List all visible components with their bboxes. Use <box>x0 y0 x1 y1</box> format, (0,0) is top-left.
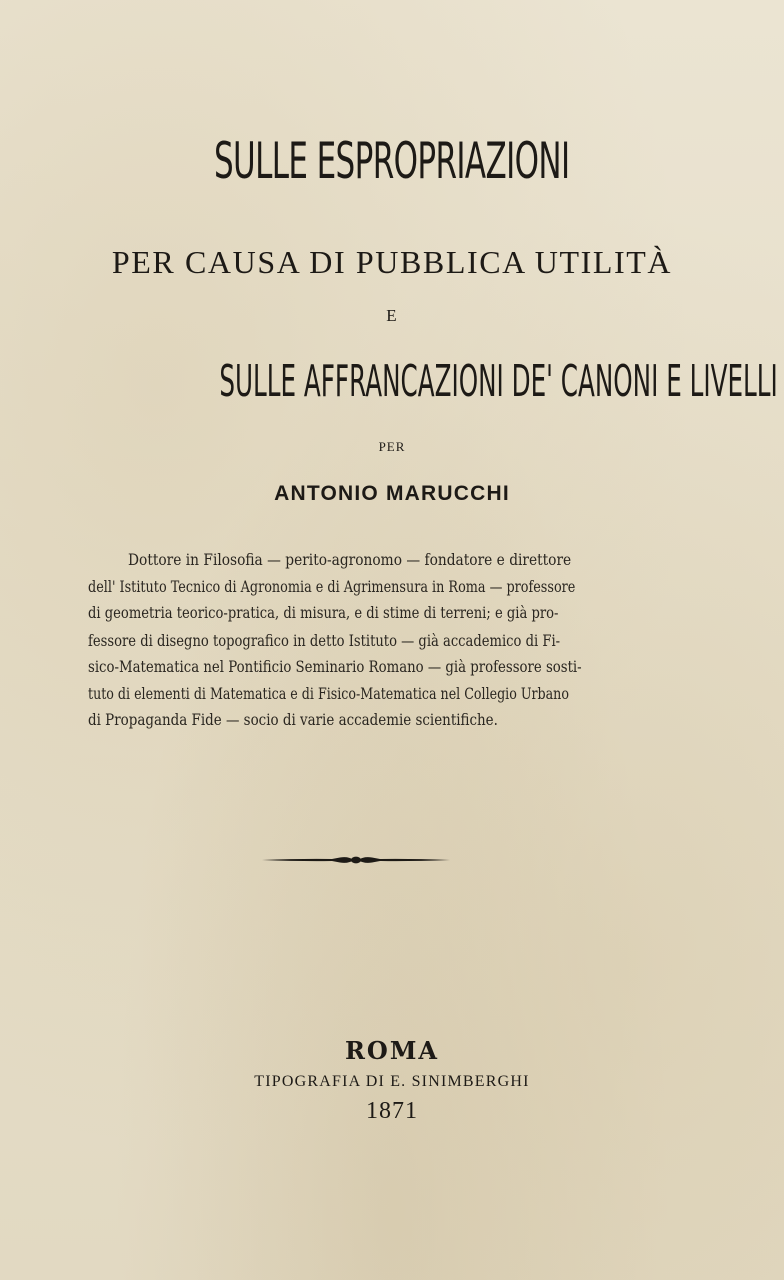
description-line: di Propaganda Fide — socio di varie accademie scientifiche. <box>88 710 498 729</box>
author-name: ANTONIO MARUCCHI <box>274 482 510 505</box>
main-title-text: SULLE ESPROPRIAZIONI <box>214 132 570 190</box>
description-line: tuto di elementi di Matematica e di Fisico-Matematica nel Collegio Urbano <box>88 684 569 703</box>
year: 1871 <box>366 1098 418 1124</box>
subtitle: PER CAUSA DI PUBBLICA UTILITÀ <box>111 244 673 280</box>
description-line: di geometria teorico-pratica, di misura, e di stime di terreni; e già pro- <box>88 603 559 622</box>
decorative-rule-icon <box>262 852 450 868</box>
second-title <box>0 356 784 407</box>
printer: TIPOGRAFIA DI E. SINIMBERGHI <box>254 1073 530 1090</box>
description-line: Dottore in Filosofia — perito-agronomo — fondatore e direttore <box>128 550 572 569</box>
city: ROMA <box>344 1036 440 1065</box>
conjunction: E <box>386 306 398 325</box>
main-title <box>0 132 784 190</box>
by-line: PER <box>378 439 406 454</box>
description-line: fessore di disegno topografico in detto Istituto — già accademico di Fi- <box>88 631 561 650</box>
description-line: sico-Matematica nel Pontificio Seminario Romano — già professore sosti- <box>88 657 582 676</box>
second-title-text: SULLE AFFRANCAZIONI DE' CANONI E LIVELLI <box>219 356 778 407</box>
description-line: dell' Istituto Tecnico di Agronomia e di Agrimensura in Roma — professore <box>88 577 576 596</box>
